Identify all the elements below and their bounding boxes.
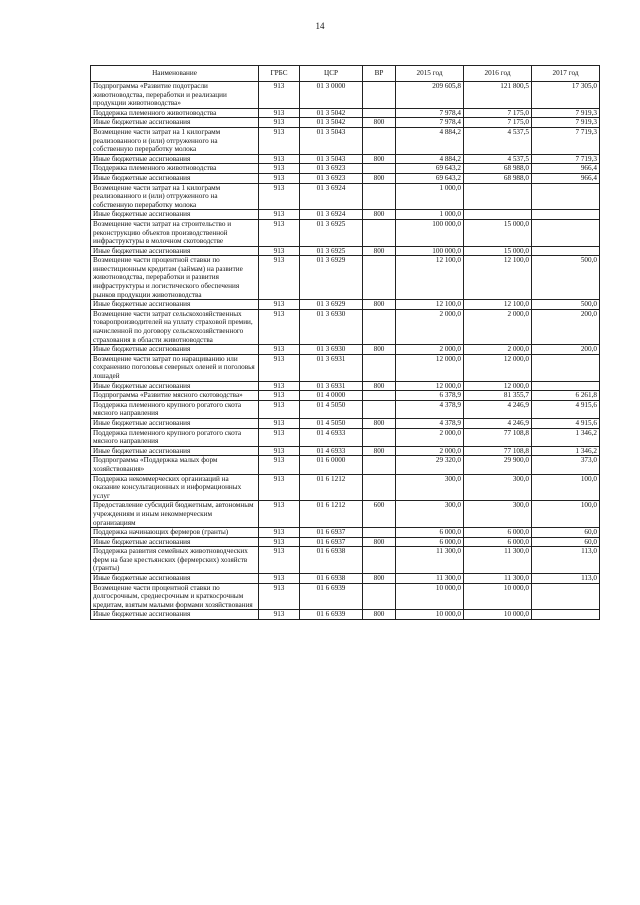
cell-2016: 68 988,0 [464,173,532,183]
cell-2016: 2 000,0 [464,309,532,344]
cell-2017 [532,246,600,256]
cell-2017 [532,610,600,620]
cell-2016: 12 000,0 [464,354,532,381]
cell-csr: 01 3 6923 [300,173,363,183]
cell-csr: 01 6 1212 [300,474,363,501]
cell-2016: 6 000,0 [464,537,532,547]
cell-vr: 800 [363,446,396,456]
cell-2015: 11 300,0 [396,574,464,584]
cell-name: Иные бюджетные ассигнования [91,574,259,584]
table-row [91,501,600,528]
table-row [91,345,600,355]
cell-name: Поддержка племенного животноводства [91,108,259,118]
cell-grbs: 913 [259,400,300,418]
cell-grbs: 913 [259,474,300,501]
cell-vr [363,474,396,501]
cell-vr [363,309,396,344]
cell-2015: 2 000,0 [396,428,464,446]
cell-2017: 113,0 [532,574,600,584]
table-row [91,164,600,174]
cell-name: Иные бюджетные ассигнования [91,345,259,355]
cell-name: Поддержка развития семейных животноводческих ферм на базе крестьянских (фермерских) хозяйств (гранты) [91,547,259,574]
page-number: 14 [315,21,325,31]
cell-grbs: 913 [259,173,300,183]
cell-vr [363,400,396,418]
cell-grbs: 913 [259,82,300,109]
table-row [91,428,600,446]
cell-csr: 01 6 6938 [300,574,363,584]
header-vr: ВР [363,66,396,82]
cell-name: Иные бюджетные ассигнования [91,246,259,256]
cell-2016: 77 108,8 [464,446,532,456]
cell-2017: 373,0 [532,456,600,474]
cell-2015: 7 978,4 [396,108,464,118]
cell-csr: 01 3 6924 [300,210,363,220]
cell-2017 [532,210,600,220]
cell-vr [363,354,396,381]
cell-vr: 800 [363,381,396,391]
cell-name: Иные бюджетные ассигнования [91,381,259,391]
cell-2015: 69 643,2 [396,164,464,174]
cell-2016: 12 100,0 [464,256,532,300]
table-row [91,309,600,344]
cell-csr: 01 6 6937 [300,528,363,538]
cell-2016: 10 000,0 [464,583,532,610]
cell-2015: 2 000,0 [396,309,464,344]
cell-2015: 12 100,0 [396,256,464,300]
header-2016: 2016 год [464,66,532,82]
cell-2016: 10 000,0 [464,610,532,620]
cell-2017: 6 261,8 [532,391,600,401]
table-row [91,154,600,164]
cell-csr: 01 3 6930 [300,345,363,355]
cell-csr: 01 6 0000 [300,456,363,474]
cell-2016: 2 000,0 [464,345,532,355]
cell-name: Поддержка племенного животноводства [91,164,259,174]
table-row [91,246,600,256]
cell-2015: 29 320,0 [396,456,464,474]
cell-vr: 600 [363,501,396,528]
cell-grbs: 913 [259,108,300,118]
cell-2016: 77 108,8 [464,428,532,446]
cell-grbs: 913 [259,309,300,344]
table-row [91,474,600,501]
cell-2016: 15 000,0 [464,219,532,246]
table-row [91,354,600,381]
cell-vr [363,391,396,401]
table-row [91,400,600,418]
cell-grbs: 913 [259,574,300,584]
cell-2015: 7 978,4 [396,118,464,128]
cell-name: Поддержка племенного крупного рогатого скота мясного направления [91,428,259,446]
cell-csr: 01 3 6925 [300,219,363,246]
table-row [91,300,600,310]
cell-2015: 6 000,0 [396,537,464,547]
table-row [91,108,600,118]
table-row [91,183,600,210]
cell-name: Иные бюджетные ассигнования [91,210,259,220]
cell-2016: 300,0 [464,501,532,528]
cell-vr [363,428,396,446]
cell-2016: 6 000,0 [464,528,532,538]
cell-2015: 4 378,9 [396,418,464,428]
cell-2017: 500,0 [532,300,600,310]
cell-2017: 200,0 [532,345,600,355]
cell-2015: 10 000,0 [396,583,464,610]
cell-2016: 81 355,7 [464,391,532,401]
cell-2016: 4 537,5 [464,154,532,164]
table-row [91,173,600,183]
cell-csr: 01 3 0000 [300,82,363,109]
cell-grbs: 913 [259,118,300,128]
cell-2017: 4 915,6 [532,418,600,428]
cell-vr [363,127,396,154]
cell-2015: 4 884,2 [396,154,464,164]
table-row [91,456,600,474]
cell-grbs: 913 [259,246,300,256]
cell-vr [363,164,396,174]
cell-name: Иные бюджетные ассигнования [91,118,259,128]
cell-2017: 4 915,6 [532,400,600,418]
budget-table [90,65,600,620]
cell-2017: 113,0 [532,547,600,574]
cell-2016: 11 300,0 [464,547,532,574]
cell-2017 [532,583,600,610]
cell-2017: 7 719,3 [532,154,600,164]
header-2015: 2015 год [396,66,464,82]
cell-2017 [532,219,600,246]
cell-csr: 01 6 1212 [300,501,363,528]
cell-csr: 01 3 5043 [300,127,363,154]
cell-vr [363,219,396,246]
header-csr: ЦСР [300,66,363,82]
cell-name: Поддержка племенного крупного рогатого скота мясного направления [91,400,259,418]
cell-name: Возмещение части затрат сельскохозяйственных товаропроизводителей на уплату страховой премии, начисленной по договору сельскохозяйственного страхования в области животноводства [91,309,259,344]
cell-name: Иные бюджетные ассигнования [91,537,259,547]
cell-2015: 100 000,0 [396,246,464,256]
cell-2017: 1 346,2 [532,428,600,446]
cell-grbs: 913 [259,345,300,355]
cell-csr: 01 6 6939 [300,610,363,620]
cell-csr: 01 6 6938 [300,547,363,574]
cell-csr: 01 4 5050 [300,418,363,428]
table-row [91,118,600,128]
table-row [91,610,600,620]
cell-name: Возмещение части затрат на 1 килограмм реализованного и (или) отгруженного на собственную переработку молока [91,183,259,210]
cell-vr: 800 [363,118,396,128]
cell-grbs: 913 [259,154,300,164]
cell-vr [363,528,396,538]
cell-csr: 01 3 5043 [300,154,363,164]
cell-vr: 800 [363,418,396,428]
cell-2017: 1 346,2 [532,446,600,456]
cell-2016 [464,183,532,210]
cell-2017: 7 919,3 [532,108,600,118]
cell-2016: 15 000,0 [464,246,532,256]
cell-2016: 12 100,0 [464,300,532,310]
cell-2016: 4 537,5 [464,127,532,154]
cell-2016: 7 175,0 [464,108,532,118]
cell-csr: 01 3 6924 [300,183,363,210]
table-row [91,547,600,574]
cell-2016: 12 000,0 [464,381,532,391]
cell-csr: 01 6 6939 [300,583,363,610]
cell-grbs: 913 [259,528,300,538]
cell-csr: 01 4 5050 [300,400,363,418]
table-row [91,574,600,584]
cell-csr: 01 3 5042 [300,118,363,128]
cell-2017 [532,381,600,391]
cell-vr: 800 [363,610,396,620]
cell-csr: 01 3 6929 [300,256,363,300]
cell-vr: 800 [363,537,396,547]
cell-grbs: 913 [259,418,300,428]
cell-vr: 800 [363,345,396,355]
table-row [91,82,600,109]
cell-vr: 800 [363,210,396,220]
cell-2015: 209 605,8 [396,82,464,109]
cell-name: Возмещение части затрат на строительство и реконструкцию объектов производственной инфраструктуры в молочном скотоводстве [91,219,259,246]
cell-vr: 800 [363,173,396,183]
cell-2016: 4 246,9 [464,418,532,428]
cell-2015: 69 643,2 [396,173,464,183]
table-row [91,256,600,300]
cell-name: Иные бюджетные ассигнования [91,154,259,164]
cell-vr [363,456,396,474]
cell-vr: 800 [363,574,396,584]
cell-2015: 11 300,0 [396,547,464,574]
cell-2017: 7 919,3 [532,118,600,128]
cell-2015: 4 884,2 [396,127,464,154]
cell-vr [363,183,396,210]
cell-grbs: 913 [259,127,300,154]
cell-2017: 7 719,3 [532,127,600,154]
table-row [91,210,600,220]
cell-grbs: 913 [259,583,300,610]
cell-grbs: 913 [259,456,300,474]
header-2017: 2017 год [532,66,600,82]
cell-2016: 121 800,5 [464,82,532,109]
table-row [91,391,600,401]
cell-grbs: 913 [259,164,300,174]
cell-2015: 1 000,0 [396,183,464,210]
cell-vr [363,583,396,610]
cell-vr [363,108,396,118]
cell-grbs: 913 [259,610,300,620]
cell-name: Подпрограмма «Развитие мясного скотоводства» [91,391,259,401]
table-row [91,127,600,154]
cell-grbs: 913 [259,381,300,391]
header-grbs: ГРБС [259,66,300,82]
cell-grbs: 913 [259,428,300,446]
cell-2016: 300,0 [464,474,532,501]
cell-2016: 11 300,0 [464,574,532,584]
cell-name: Возмещение части процентной ставки по долгосрочным, среднесрочным и краткосрочным кредитам, взятым малыми формами хозяйствования [91,583,259,610]
cell-csr: 01 3 5042 [300,108,363,118]
cell-grbs: 913 [259,501,300,528]
table-row [91,381,600,391]
cell-2015: 2 000,0 [396,446,464,456]
table-row [91,583,600,610]
cell-2017: 100,0 [532,474,600,501]
cell-name: Предоставление субсидий бюджетным, автономным учреждениям и иным некоммерческим организациям [91,501,259,528]
cell-grbs: 913 [259,219,300,246]
cell-name: Возмещение части процентной ставки по инвестиционным кредитам (займам) на развитие животноводства, переработки и развития инфраструктуры и логистического обеспечения рынков продукции животноводства [91,256,259,300]
cell-csr: 01 3 6931 [300,354,363,381]
cell-vr [363,256,396,300]
cell-grbs: 913 [259,391,300,401]
cell-grbs: 913 [259,446,300,456]
cell-grbs: 913 [259,183,300,210]
cell-name: Подпрограмма «Развитие подотрасли животноводства, переработки и реализации продукции животноводства» [91,82,259,109]
cell-csr: 01 4 6933 [300,428,363,446]
header-row [91,66,600,82]
cell-grbs: 913 [259,300,300,310]
cell-2017: 500,0 [532,256,600,300]
cell-grbs: 913 [259,547,300,574]
cell-name: Иные бюджетные ассигнования [91,418,259,428]
cell-2015: 12 100,0 [396,300,464,310]
table-row [91,446,600,456]
cell-csr: 01 3 6929 [300,300,363,310]
cell-2015: 12 000,0 [396,354,464,381]
cell-2016: 7 175,0 [464,118,532,128]
cell-csr: 01 3 6923 [300,164,363,174]
cell-name: Возмещение части затрат по наращиванию или сохранению поголовья северных оленей и поголовья лошадей [91,354,259,381]
cell-vr: 800 [363,154,396,164]
cell-name: Возмещение части затрат на 1 килограмм реализованного и (или) отгруженного на собственную переработку молока [91,127,259,154]
cell-2015: 6 378,9 [396,391,464,401]
cell-csr: 01 3 6930 [300,309,363,344]
cell-name: Иные бюджетные ассигнования [91,610,259,620]
cell-2017: 200,0 [532,309,600,344]
cell-2015: 100 000,0 [396,219,464,246]
cell-2017: 966,4 [532,164,600,174]
table-row [91,219,600,246]
table-row [91,528,600,538]
cell-2015: 6 000,0 [396,528,464,538]
cell-2016: 68 988,0 [464,164,532,174]
table-row [91,418,600,428]
cell-vr: 800 [363,246,396,256]
cell-name: Поддержка некоммерческих организаций на оказание консультационных и информационных услуг [91,474,259,501]
cell-csr: 01 4 0000 [300,391,363,401]
cell-grbs: 913 [259,210,300,220]
cell-name: Иные бюджетные ассигнования [91,446,259,456]
cell-2017: 60,0 [532,528,600,538]
cell-vr: 800 [363,300,396,310]
table-row [91,537,600,547]
cell-csr: 01 3 6931 [300,381,363,391]
cell-2015: 4 378,9 [396,400,464,418]
cell-2017: 966,4 [532,173,600,183]
cell-2016: 4 246,9 [464,400,532,418]
cell-csr: 01 6 6937 [300,537,363,547]
cell-2015: 300,0 [396,501,464,528]
cell-name: Иные бюджетные ассигнования [91,300,259,310]
cell-csr: 01 4 6933 [300,446,363,456]
cell-name: Поддержка начинающих фермеров (гранты) [91,528,259,538]
cell-2015: 10 000,0 [396,610,464,620]
cell-grbs: 913 [259,537,300,547]
cell-2015: 12 000,0 [396,381,464,391]
cell-2017: 17 305,0 [532,82,600,109]
cell-vr [363,547,396,574]
cell-2015: 1 000,0 [396,210,464,220]
cell-csr: 01 3 6925 [300,246,363,256]
cell-2017: 60,0 [532,537,600,547]
cell-2016 [464,210,532,220]
cell-2017 [532,183,600,210]
cell-vr [363,82,396,109]
header-name: Наименование [91,66,259,82]
cell-2017 [532,354,600,381]
cell-2017: 100,0 [532,501,600,528]
cell-2015: 2 000,0 [396,345,464,355]
cell-grbs: 913 [259,354,300,381]
cell-name: Подпрограмма «Поддержка малых форм хозяйствования» [91,456,259,474]
cell-name: Иные бюджетные ассигнования [91,173,259,183]
cell-2016: 29 900,0 [464,456,532,474]
cell-2015: 300,0 [396,474,464,501]
cell-grbs: 913 [259,256,300,300]
